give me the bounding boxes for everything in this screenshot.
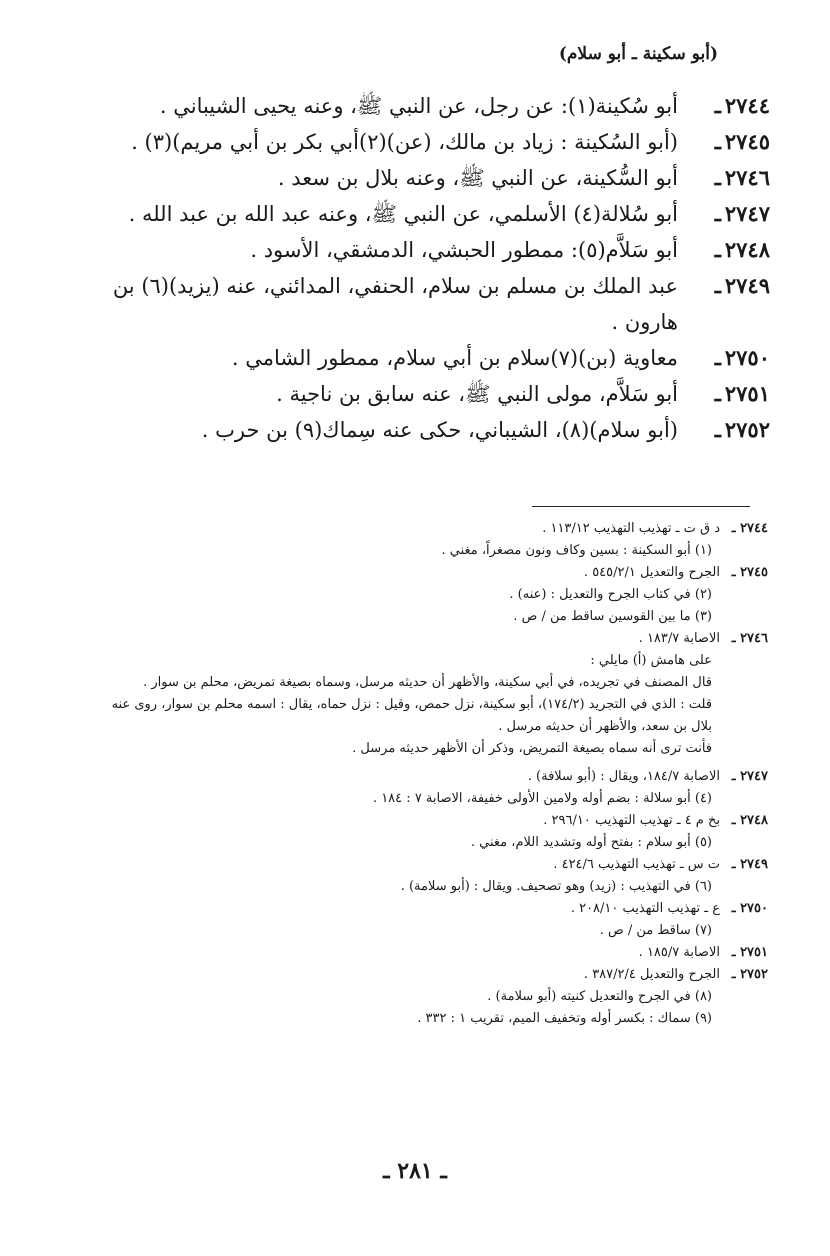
entry-text: أبو سُلالة(٤) الأسلمي، عن النبي ﷺ، وعنه عبد الله بن عبد الله . bbox=[128, 202, 678, 226]
entry bbox=[100, 340, 770, 376]
footnote-line: الاصابة ١٨٤/٧، ويقال : (أبو سلافة) . bbox=[527, 769, 720, 784]
entry-number: ٢٧٤٦ـ bbox=[714, 165, 770, 190]
footnote-line: (٣) ما بين القوسين ساقط من / ص . bbox=[513, 609, 712, 624]
footnote-line: ت س ـ تهذيب التهذيب ٤٢٤/٦ . bbox=[553, 857, 720, 872]
footnote-group bbox=[104, 964, 768, 1030]
footnote-entry-number: ٢٧٥٢ ـ bbox=[731, 967, 768, 982]
entry-text: أبو سُكينة(١): عن رجل، عن النبي ﷺ، وعنه يحيى الشيباني . bbox=[159, 94, 678, 118]
footnote-line: بخ م ٤ ـ تهذيب التهذيب ٢٩٦/١٠ . bbox=[543, 813, 720, 828]
entry-number: ٢٧٤٧ـ bbox=[714, 201, 770, 226]
entry-number: ٢٧٥١ـ bbox=[714, 381, 770, 406]
entry-text: (أبو السُكينة : زياد بن مالك، (عن)(٢)أبي بكر بن أبي مريم)(٣) . bbox=[131, 130, 678, 154]
footnote-entry-number: ٢٧٤٦ ـ bbox=[731, 631, 768, 646]
footnote-group bbox=[104, 562, 768, 628]
footnote-group bbox=[104, 898, 768, 942]
entry-text: معاوية (بن)(٧)سلام بن أبي سلام، ممطور الشامي . bbox=[231, 346, 678, 370]
footnote-separator bbox=[532, 506, 750, 507]
footnote-group bbox=[104, 810, 768, 854]
running-header: (أبو سكينة ـ أبو سلام) bbox=[558, 44, 718, 64]
footnote-group bbox=[104, 854, 768, 898]
entry bbox=[100, 88, 770, 124]
footnote-line: د ق ت ـ تهذيب التهذيب ١١٣/١٢ . bbox=[542, 521, 720, 536]
footnote-line: على هامش (أ) مايلي : bbox=[590, 653, 712, 668]
footnote-line: (٢) في كتاب الجرح والتعديل : (عنه) . bbox=[509, 587, 712, 602]
entries-list bbox=[100, 88, 770, 448]
entry bbox=[100, 232, 770, 268]
footnote-line: (٩) سماك : بكسر أوله وتخفيف الميم، تقريب ١ : ٣٣٢ . bbox=[417, 1011, 712, 1026]
entry-number: ٢٧٤٩ـ bbox=[714, 273, 770, 298]
footnote-line: الاصابة ١٨٣/٧ . bbox=[638, 631, 720, 646]
entry-text: أبو سَلاَّم، مولى النبي ﷺ، عنه سابق بن ناجية . bbox=[276, 382, 678, 406]
footnote-entry-number: ٢٧٤٤ ـ bbox=[731, 521, 768, 536]
entry-number: ٢٧٥٠ـ bbox=[714, 345, 770, 370]
entry-text: أبو السُّكينة، عن النبي ﷺ، وعنه بلال بن سعد . bbox=[277, 166, 678, 190]
footnote-line: الجرح والتعديل ٣٨٧/٢/٤ . bbox=[583, 967, 720, 982]
entry-number: ٢٧٤٥ـ bbox=[714, 129, 770, 154]
entry-text: عبد الملك بن مسلم بن سلام، الحنفي، المدائني، عنه (يزيد)(٦) بن هارون . bbox=[112, 274, 678, 334]
footnote-line: الاصابة ١٨٥/٧ . bbox=[638, 945, 720, 960]
footnote-line: (٦) في التهذيب : (زيد) وهو تصحيف. ويقال : (أبو سلامة) . bbox=[400, 879, 712, 894]
entry bbox=[100, 196, 770, 232]
footnote-group bbox=[104, 628, 768, 760]
footnote-line: الجرح والتعديل ٥٤٥/٢/١ . bbox=[583, 565, 720, 580]
footnote-line: قلت : الذي في التجريد (١٧٤/٢)، أبو سكينة، نزل حمص، وقيل : نزل حماه، يقال : اسمه محلم بن سوار، روى عنه بلال بن سعد، والأظهر أن حديثه مرسل . bbox=[111, 697, 712, 734]
footnote-line: ع ـ تهذيب التهذيب ٢٠٨/١٠ . bbox=[570, 901, 720, 916]
footnote-group bbox=[104, 518, 768, 562]
footnote-entry-number: ٢٧٥٠ ـ bbox=[731, 901, 768, 916]
entry-number: ٢٧٥٢ـ bbox=[714, 417, 770, 442]
entry bbox=[100, 376, 770, 412]
footnote-line: (١) أبو السكينة : بسين وكاف ونون مصغراً، مغني . bbox=[441, 543, 712, 558]
footnote-entry-number: ٢٧٤٨ ـ bbox=[731, 813, 768, 828]
footnote-line: (٤) أبو سلالة : بضم أوله ولامين الأولى خفيفة، الاصابة ٧ : ١٨٤ . bbox=[372, 791, 712, 806]
footnote-line: قال المصنف في تجريده، في أبي سكينة، والأظهر أن حديثه مرسل، وسماه بصيغة تمريض، محلم بن سوار . bbox=[143, 675, 712, 690]
footnote-entry-number: ٢٧٤٧ ـ bbox=[731, 769, 768, 784]
footnote-line: (٥) أبو سلام : بفتح أوله وتشديد اللام، مغني . bbox=[470, 835, 712, 850]
footnote-entry-number: ٢٧٤٥ ـ bbox=[731, 565, 768, 580]
entry bbox=[100, 124, 770, 160]
entry-text: (أبو سلام)(٨)، الشيباني، حكى عنه سِماك(٩) بن حرب . bbox=[201, 418, 678, 442]
entry bbox=[100, 412, 770, 448]
page-number: ـ ٢٨١ ـ bbox=[383, 1158, 447, 1184]
entry-number: ٢٧٤٨ـ bbox=[714, 237, 770, 262]
footnote-line: (٨) في الجرح والتعديل كنيته (أبو سلامة) . bbox=[487, 989, 712, 1004]
footnotes bbox=[104, 518, 768, 1030]
entry bbox=[100, 268, 770, 340]
footnote-line: (٧) ساقط من / ص . bbox=[599, 923, 712, 938]
footnote-entry-number: ٢٧٤٩ ـ bbox=[731, 857, 768, 872]
entry bbox=[100, 160, 770, 196]
entry-number: ٢٧٤٤ـ bbox=[714, 93, 770, 118]
footnote-line: فأنت ترى أنه سماه بصيغة التمريض، وذكر أن الأظهر حديثه مرسل . bbox=[352, 741, 712, 756]
footnote-group bbox=[104, 942, 768, 964]
footnote-group bbox=[104, 766, 768, 810]
entry-text: أبو سَلاَّم(٥): ممطور الحبشي، الدمشقي، الأسود . bbox=[250, 238, 678, 262]
footnote-entry-number: ٢٧٥١ ـ bbox=[731, 945, 768, 960]
